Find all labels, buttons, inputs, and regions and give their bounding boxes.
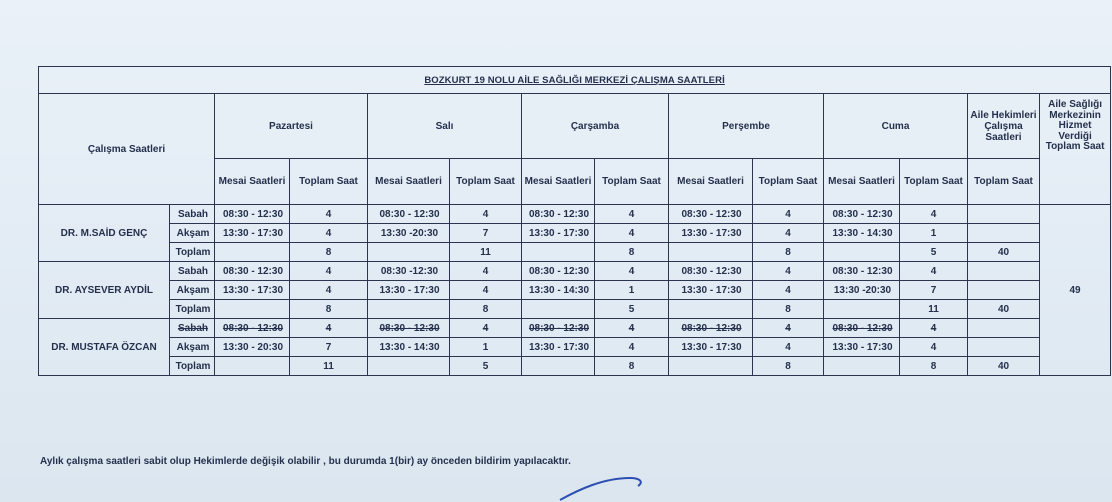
shift-label: Akşam <box>170 338 215 357</box>
shift-hours-cell <box>522 243 595 262</box>
shift-hours-cell: 13:30 -20:30 <box>824 281 900 300</box>
shift-hours-cell: 08:30 - 12:30 <box>669 205 753 224</box>
footnote: Aylık çalışma saatleri sabit olup Hekimlerde değişik olabilir , bu durumda 1(bir) ay önceden bildirim yapılacaktır. <box>40 456 571 467</box>
shift-total-cell: 4 <box>450 319 522 338</box>
shift-total-cell: 4 <box>753 319 824 338</box>
shift-hours-cell: 13:30 - 17:30 <box>215 281 290 300</box>
signature-mark <box>558 472 648 502</box>
sub-header-total: Toplam Saat <box>595 159 669 205</box>
shift-hours-cell: 08:30 - 12:30 <box>522 262 595 281</box>
shift-hours-cell: 08:30 - 12:30 <box>368 319 450 338</box>
shift-hours-cell: 08:30 -12:30 <box>368 262 450 281</box>
shift-hours-cell <box>215 300 290 319</box>
shift-total-cell: 5 <box>595 300 669 319</box>
sub-header-total: Toplam Saat <box>753 159 824 205</box>
day-header-cuma: Cuma <box>824 94 968 159</box>
shift-total-cell: 4 <box>900 319 968 338</box>
table-row <box>39 300 1111 319</box>
shift-total-cell: 4 <box>753 262 824 281</box>
shift-total-cell: 4 <box>595 224 669 243</box>
shift-hours-cell: 13:30 - 17:30 <box>368 281 450 300</box>
shift-total-cell: 4 <box>290 224 368 243</box>
shift-hours-cell <box>824 300 900 319</box>
doctor-name: DR. M.SAİD GENÇ <box>39 205 170 262</box>
sub-header-total: Toplam Saat <box>450 159 522 205</box>
shift-total-cell: 4 <box>595 319 669 338</box>
day-header-sali: Salı <box>368 94 522 159</box>
shift-hours-cell: 08:30 - 12:30 <box>368 205 450 224</box>
shift-hours-cell: 08:30 - 12:30 <box>215 262 290 281</box>
weekly-total-cell <box>968 224 1040 243</box>
table-row <box>39 224 1111 243</box>
shift-total-cell: 11 <box>290 357 368 376</box>
shift-total-cell: 4 <box>753 205 824 224</box>
shift-hours-cell: 08:30 - 12:30 <box>824 205 900 224</box>
shift-total-cell: 4 <box>753 224 824 243</box>
shift-total-cell: 8 <box>290 243 368 262</box>
shift-label: Akşam <box>170 281 215 300</box>
doctor-name: DR. MUSTAFA ÖZCAN <box>39 319 170 376</box>
shift-hours-cell: 08:30 - 12:30 <box>522 319 595 338</box>
shift-label: Toplam <box>170 300 215 319</box>
table-row <box>39 205 1111 224</box>
shift-total-cell: 8 <box>595 243 669 262</box>
day-header-carsamba: Çarşamba <box>522 94 669 159</box>
shift-total-cell: 4 <box>290 205 368 224</box>
weekly-total-cell <box>968 205 1040 224</box>
shift-total-cell: 5 <box>450 357 522 376</box>
sub-header-total: Toplam Saat <box>290 159 368 205</box>
shift-total-cell: 4 <box>290 281 368 300</box>
shift-label: Toplam <box>170 243 215 262</box>
shift-total-cell: 4 <box>450 281 522 300</box>
table-row <box>39 262 1111 281</box>
table-row <box>39 243 1111 262</box>
shift-hours-cell <box>669 300 753 319</box>
shift-hours-cell <box>824 357 900 376</box>
table-row <box>39 357 1111 376</box>
weekly-total-cell: 40 <box>968 300 1040 319</box>
shift-total-cell: 8 <box>753 300 824 319</box>
weekly-hours-header: Aile Hekimleri Çalışma Saatleri <box>968 94 1040 159</box>
shift-hours-cell: 08:30 - 12:30 <box>215 205 290 224</box>
shift-total-cell: 1 <box>595 281 669 300</box>
shift-total-cell: 7 <box>290 338 368 357</box>
shift-hours-cell <box>368 357 450 376</box>
shift-total-cell: 4 <box>900 338 968 357</box>
sub-header-hours: Mesai Saatleri <box>824 159 900 205</box>
shift-hours-cell: 08:30 - 12:30 <box>669 319 753 338</box>
shift-total-cell: 4 <box>900 262 968 281</box>
shift-hours-cell: 08:30 - 12:30 <box>824 262 900 281</box>
row-header: Çalışma Saatleri <box>39 94 215 205</box>
shift-label: Akşam <box>170 224 215 243</box>
shift-total-cell: 4 <box>595 262 669 281</box>
shift-total-cell: 8 <box>900 357 968 376</box>
shift-total-cell: 4 <box>290 319 368 338</box>
shift-hours-cell: 13:30 - 17:30 <box>669 338 753 357</box>
shift-hours-cell: 13:30 - 17:30 <box>522 338 595 357</box>
shift-hours-cell: 13:30 - 17:30 <box>215 224 290 243</box>
table-row <box>39 338 1111 357</box>
shift-label: Toplam <box>170 357 215 376</box>
shift-total-cell: 4 <box>753 338 824 357</box>
shift-total-cell: 8 <box>290 300 368 319</box>
shift-hours-cell <box>522 357 595 376</box>
sub-header-hours: Mesai Saatleri <box>522 159 595 205</box>
shift-hours-cell: 13:30 - 14:30 <box>824 224 900 243</box>
sub-header-total: Toplam Saat <box>968 159 1040 205</box>
shift-total-cell: 5 <box>900 243 968 262</box>
shift-total-cell: 8 <box>450 300 522 319</box>
shift-hours-cell <box>215 357 290 376</box>
shift-hours-cell: 13:30 - 14:30 <box>368 338 450 357</box>
shift-total-cell: 11 <box>450 243 522 262</box>
weekly-total-cell <box>968 338 1040 357</box>
shift-hours-cell: 08:30 - 12:30 <box>669 262 753 281</box>
weekly-total-cell: 40 <box>968 357 1040 376</box>
shift-total-cell: 7 <box>450 224 522 243</box>
shift-label: Sabah <box>170 319 215 338</box>
shift-total-cell: 8 <box>753 357 824 376</box>
shift-total-cell: 11 <box>900 300 968 319</box>
center-total-header: Aile Sağlığı Merkezinin Hizmet Verdiği Toplam Saat <box>1040 94 1111 205</box>
shift-hours-cell <box>215 243 290 262</box>
shift-hours-cell: 13:30 - 20:30 <box>215 338 290 357</box>
shift-total-cell: 1 <box>450 338 522 357</box>
weekly-total-cell <box>968 262 1040 281</box>
shift-total-cell: 4 <box>595 338 669 357</box>
shift-label: Sabah <box>170 262 215 281</box>
shift-hours-cell <box>368 300 450 319</box>
shift-hours-cell <box>368 243 450 262</box>
shift-hours-cell: 13:30 - 17:30 <box>669 224 753 243</box>
shift-label: Sabah <box>170 205 215 224</box>
weekly-total-cell <box>968 319 1040 338</box>
day-header-persembe: Perşembe <box>669 94 824 159</box>
shift-total-cell: 4 <box>450 262 522 281</box>
shift-hours-cell <box>669 357 753 376</box>
day-header-pazartesi: Pazartesi <box>215 94 368 159</box>
shift-total-cell: 4 <box>290 262 368 281</box>
shift-total-cell: 4 <box>900 205 968 224</box>
shift-hours-cell <box>522 300 595 319</box>
weekly-total-cell <box>968 281 1040 300</box>
shift-total-cell: 8 <box>595 357 669 376</box>
shift-hours-cell: 13:30 - 14:30 <box>522 281 595 300</box>
shift-hours-cell: 13:30 -20:30 <box>368 224 450 243</box>
shift-hours-cell <box>669 243 753 262</box>
shift-hours-cell: 08:30 - 12:30 <box>522 205 595 224</box>
shift-total-cell: 4 <box>450 205 522 224</box>
working-hours-table <box>38 66 1111 376</box>
shift-hours-cell: 08:30 - 12:30 <box>824 319 900 338</box>
shift-hours-cell: 13:30 - 17:30 <box>522 224 595 243</box>
shift-total-cell: 7 <box>900 281 968 300</box>
shift-total-cell: 8 <box>753 243 824 262</box>
doctor-name: DR. AYSEVER AYDİL <box>39 262 170 319</box>
weekly-total-cell: 40 <box>968 243 1040 262</box>
table-row <box>39 281 1111 300</box>
sub-header-hours: Mesai Saatleri <box>215 159 290 205</box>
shift-hours-cell <box>824 243 900 262</box>
sub-header-hours: Mesai Saatleri <box>669 159 753 205</box>
center-total-cell: 49 <box>1040 205 1111 376</box>
table-row <box>39 319 1111 338</box>
shift-hours-cell: 13:30 - 17:30 <box>669 281 753 300</box>
shift-total-cell: 4 <box>595 205 669 224</box>
shift-hours-cell: 08:30 - 12:30 <box>215 319 290 338</box>
shift-total-cell: 1 <box>900 224 968 243</box>
table-title: BOZKURT 19 NOLU AİLE SAĞLIĞI MERKEZİ ÇALIŞMA SAATLERİ <box>39 67 1111 94</box>
shift-total-cell: 4 <box>753 281 824 300</box>
sub-header-total: Toplam Saat <box>900 159 968 205</box>
shift-hours-cell: 13:30 - 17:30 <box>824 338 900 357</box>
sub-header-hours: Mesai Saatleri <box>368 159 450 205</box>
